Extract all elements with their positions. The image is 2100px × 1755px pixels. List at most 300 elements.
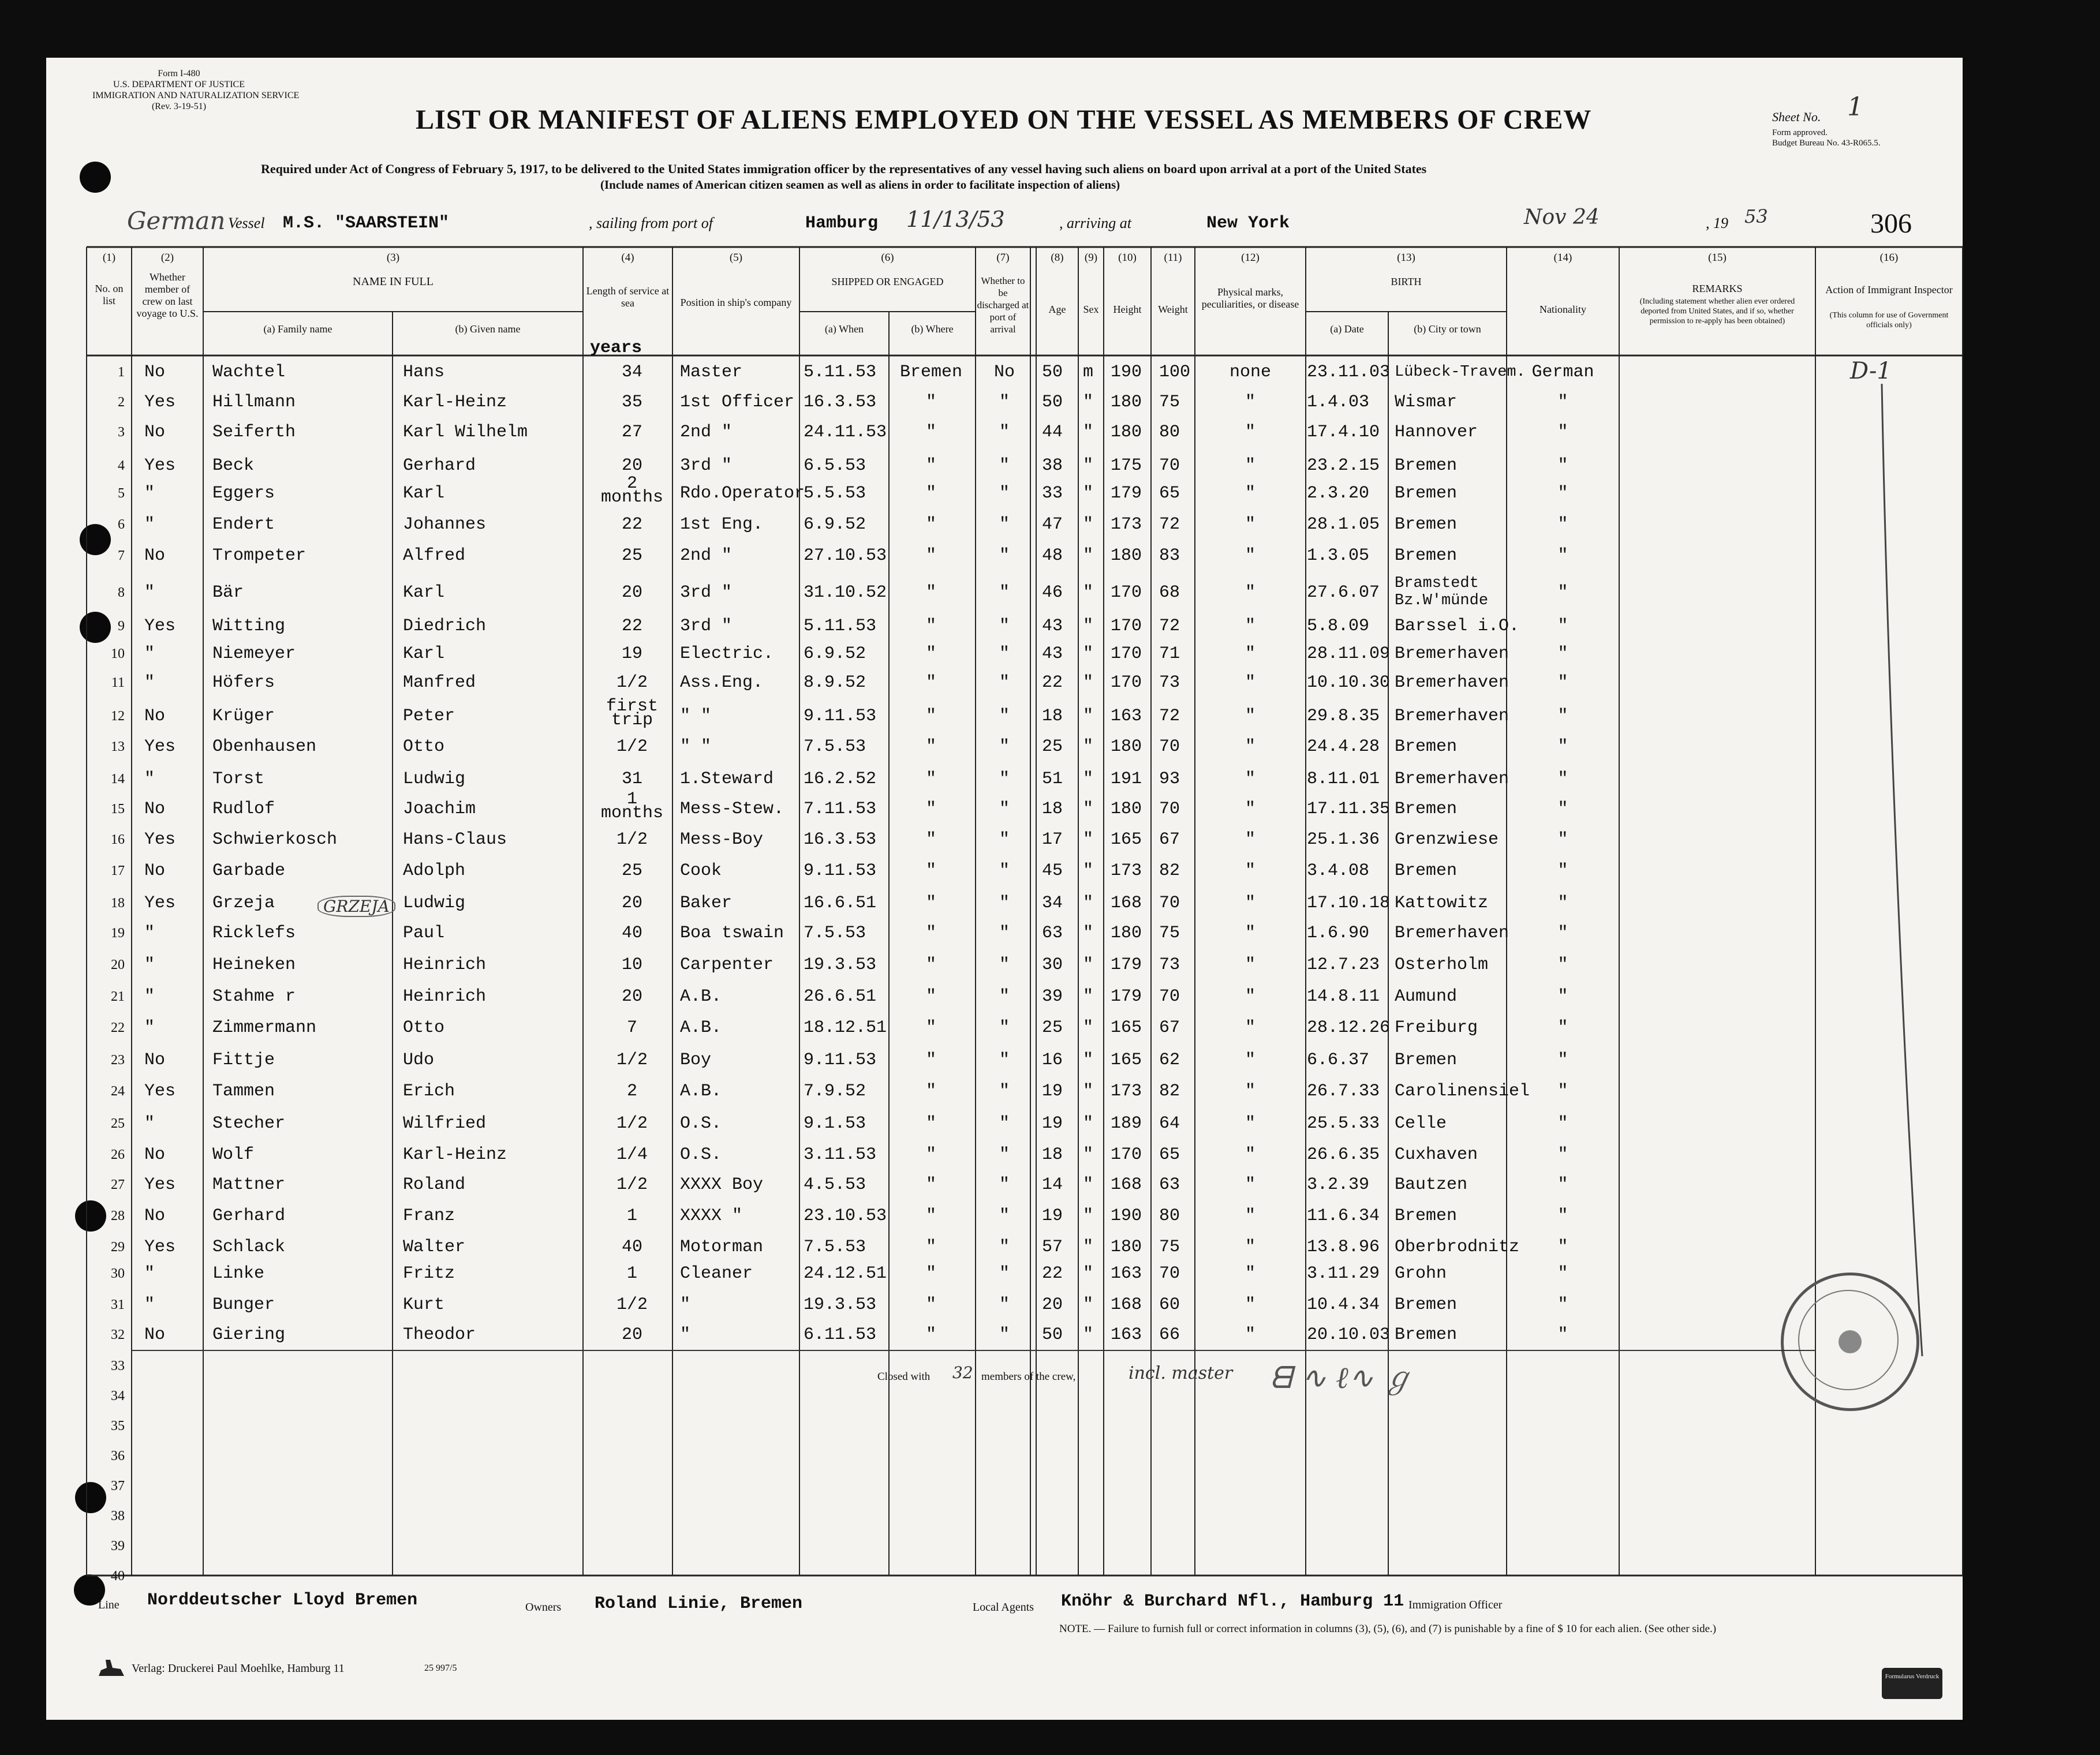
row-number: 28: [111, 1208, 125, 1223]
physical-marks: ": [1245, 955, 1255, 975]
discharged: ": [999, 392, 1010, 412]
age: 57: [1042, 1237, 1063, 1257]
col-7-header: Whether to be discharged at port of arrival: [977, 275, 1029, 335]
col-10-header: Height: [1113, 304, 1142, 315]
row-number: 27: [111, 1177, 125, 1192]
position: A.B.: [680, 1082, 722, 1101]
engaged-when: 5.11.53: [804, 616, 877, 636]
last-voyage: ": [144, 515, 155, 534]
physical-marks: ": [1245, 583, 1255, 603]
age: 63: [1042, 923, 1063, 943]
engaged-where: ": [925, 673, 936, 693]
col-16-number: (16): [1879, 252, 1899, 264]
physical-marks: ": [1245, 893, 1255, 913]
birth-city: Celle: [1395, 1114, 1447, 1133]
birth-date: 11.6.34: [1307, 1206, 1380, 1226]
row-number: 26: [111, 1147, 125, 1162]
departure-port: Hamburg: [805, 214, 879, 233]
closed-suffix: members of the crew,: [981, 1371, 1076, 1383]
approval-line-1: Form approved.: [1772, 128, 1828, 137]
last-voyage: No: [144, 362, 166, 382]
sex: ": [1083, 456, 1094, 476]
discharged: ": [999, 1295, 1010, 1315]
engaged-where: ": [925, 616, 936, 636]
sex: ": [1083, 1237, 1094, 1257]
family-name: Bunger: [212, 1295, 275, 1315]
nationality: ": [1557, 422, 1568, 442]
age: 44: [1042, 422, 1063, 442]
col-10-number: (10): [1118, 252, 1137, 264]
row-number: 36: [111, 1449, 125, 1464]
nationality: ": [1557, 1050, 1568, 1070]
col-1-header: No. on list: [95, 283, 124, 306]
service-length: 31: [621, 769, 642, 789]
given-name: Karl: [403, 583, 445, 603]
height: 189: [1111, 1114, 1142, 1133]
height: 170: [1111, 673, 1142, 693]
row-number: 5: [118, 486, 125, 501]
closed-count: 32: [952, 1363, 973, 1382]
birth-date: 28.1.05: [1307, 515, 1380, 534]
birth-city: Bautzen: [1395, 1175, 1468, 1195]
sex: ": [1083, 484, 1094, 503]
sailing-label: , sailing from port of: [589, 215, 713, 231]
age: 16: [1042, 1050, 1063, 1070]
age: 48: [1042, 546, 1063, 566]
height: 191: [1111, 769, 1142, 789]
discharged: ": [999, 769, 1010, 789]
engaged-where: ": [925, 644, 936, 664]
sex: ": [1083, 422, 1094, 442]
given-name: Ludwig: [403, 769, 466, 789]
age: 46: [1042, 583, 1063, 603]
family-name: Grzeja: [212, 893, 275, 913]
sex: ": [1083, 1295, 1094, 1315]
engaged-when: 6.11.53: [804, 1325, 877, 1345]
given-name: Roland: [403, 1175, 466, 1195]
last-voyage: No: [144, 861, 166, 881]
nationality: ": [1557, 1325, 1568, 1345]
discharged: ": [999, 673, 1010, 693]
birth-date: 2.3.20: [1307, 484, 1370, 503]
birth-date: 14.8.11: [1307, 987, 1380, 1006]
last-voyage: ": [144, 769, 155, 789]
physical-marks: ": [1245, 1175, 1255, 1195]
position: ": [680, 1325, 691, 1345]
family-name: Ricklefs: [212, 923, 296, 943]
family-name: Linke: [212, 1264, 265, 1283]
physical-marks: ": [1245, 422, 1255, 442]
row-number: 30: [111, 1266, 125, 1281]
family-name: Niemeyer: [212, 644, 296, 664]
discharged: ": [999, 861, 1010, 881]
col-9-header: Sex: [1083, 304, 1099, 315]
signature: ᗺ ∿ ℓ∿ ℊ: [1270, 1361, 1413, 1395]
age: 25: [1042, 737, 1063, 757]
given-name: Peter: [403, 706, 455, 726]
family-name: Trompeter: [212, 546, 307, 566]
discharged: ": [999, 799, 1010, 819]
nationality: ": [1557, 392, 1568, 412]
sex: ": [1083, 987, 1094, 1006]
col-7-number: (7): [996, 252, 1010, 264]
given-name: Karl: [403, 644, 445, 664]
col-13-header: BIRTH: [1391, 276, 1422, 287]
sex: ": [1083, 861, 1094, 881]
engaged-when: 16.3.53: [804, 830, 877, 850]
position: XXXX Boy: [680, 1175, 764, 1195]
height: 170: [1111, 1145, 1142, 1165]
height: 190: [1111, 362, 1142, 382]
family-name: Fittje: [212, 1050, 275, 1070]
weight: 60: [1159, 1295, 1180, 1315]
physical-marks: ": [1245, 484, 1255, 503]
physical-marks: ": [1245, 456, 1255, 476]
position: Ass.Eng.: [680, 673, 764, 693]
family-name: Stahme r: [212, 987, 296, 1006]
last-voyage: ": [144, 1264, 155, 1283]
given-name: Joachim: [403, 799, 476, 819]
birth-date: 6.6.37: [1307, 1050, 1370, 1070]
engaged-where: ": [925, 1145, 936, 1165]
given-name: Paul: [403, 923, 445, 943]
service-length: 20: [621, 987, 642, 1006]
family-name: Wolf: [212, 1145, 255, 1165]
last-voyage: ": [144, 923, 155, 943]
position: Motorman: [680, 1237, 764, 1257]
birth-city: Bremen: [1395, 1325, 1458, 1345]
birth-city: Barssel i.O.: [1395, 616, 1520, 636]
birth-city: Bremen: [1395, 546, 1458, 566]
sex: ": [1083, 1206, 1094, 1226]
given-name: Johannes: [403, 515, 487, 534]
service-length: 19: [621, 644, 642, 664]
last-voyage: No: [144, 1325, 166, 1345]
height: 170: [1111, 616, 1142, 636]
height: 180: [1111, 422, 1142, 442]
family-name: Hillmann: [212, 392, 296, 412]
row-number: 23: [111, 1053, 125, 1068]
physical-marks: ": [1245, 1114, 1255, 1133]
row-number: 13: [111, 739, 125, 754]
sex: ": [1083, 955, 1094, 975]
service-length: 1/2: [616, 830, 648, 850]
row-number: 31: [111, 1297, 125, 1312]
engaged-where: ": [925, 830, 936, 850]
age: 22: [1042, 1264, 1063, 1283]
given-name: Udo: [403, 1050, 435, 1070]
engaged-when: 7.11.53: [804, 799, 877, 819]
family-name: Eggers: [212, 484, 275, 503]
col-16-note: (This column for use of Government officials only): [1829, 311, 1949, 330]
row-number: 16: [111, 832, 125, 847]
vessel-name: M.S. "SAARSTEIN": [283, 214, 450, 233]
height: 180: [1111, 392, 1142, 412]
height: 163: [1111, 1325, 1142, 1345]
sex: ": [1083, 799, 1094, 819]
row-number: 17: [111, 863, 125, 878]
age: 14: [1042, 1175, 1063, 1195]
col-6-header: SHIPPED OR ENGAGED: [831, 276, 944, 287]
birth-city: Bremen: [1395, 1050, 1458, 1070]
sex: ": [1083, 515, 1094, 534]
engaged-where: ": [925, 1018, 936, 1038]
service-length: 25: [621, 861, 642, 881]
birth-city: Bremen: [1395, 861, 1458, 881]
birth-date: 5.8.09: [1307, 616, 1370, 636]
col-8-number: (8): [1051, 252, 1064, 264]
weight: 67: [1159, 1018, 1180, 1038]
age: 34: [1042, 893, 1063, 913]
weight: 70: [1159, 893, 1180, 913]
nationality: ": [1557, 546, 1568, 566]
row-number: 1: [118, 365, 125, 380]
discharged: ": [999, 893, 1010, 913]
engaged-where: ": [925, 1237, 936, 1257]
sex: ": [1083, 616, 1094, 636]
physical-marks: ": [1245, 737, 1255, 757]
birth-date: 27.6.07: [1307, 583, 1380, 603]
height: 165: [1111, 830, 1142, 850]
birth-date: 1.4.03: [1307, 392, 1370, 412]
row-number: 18: [111, 896, 125, 911]
position: ": [680, 1295, 691, 1315]
col-15-number: (15): [1708, 252, 1727, 264]
col-3-header: NAME IN FULL: [353, 275, 434, 288]
closed-prefix: Closed with: [877, 1371, 931, 1383]
birth-city: Aumund: [1395, 987, 1458, 1006]
engaged-where: ": [925, 484, 936, 503]
physical-marks: ": [1245, 1237, 1255, 1257]
service-length: 1/2: [616, 673, 648, 693]
engaged-where: ": [925, 987, 936, 1006]
position: O.S.: [680, 1145, 722, 1165]
print-number: 25 997/5: [424, 1663, 457, 1673]
engaged-where: ": [925, 1325, 936, 1345]
weight: 80: [1159, 1206, 1180, 1226]
birth-date: 25.5.33: [1307, 1114, 1380, 1133]
service-length: 1/2: [616, 737, 648, 757]
age: 50: [1042, 1325, 1063, 1345]
col-1-number: (1): [102, 252, 116, 264]
position: 3rd ": [680, 583, 733, 603]
engaged-where: ": [925, 923, 936, 943]
birth-date: 3.2.39: [1307, 1175, 1370, 1195]
given-name: Alfred: [403, 546, 466, 566]
last-voyage: No: [144, 1145, 166, 1165]
nationality: ": [1557, 484, 1568, 503]
physical-marks: ": [1245, 1082, 1255, 1101]
subtitle: Required under Act of Congress of February 5, 1917, to be delivered to the United States immigration officer by the representatives of any vessel having such aliens on board upon arrival at a port of the United States: [261, 162, 1427, 176]
engaged-where: ": [925, 1175, 936, 1195]
family-name: Zimmermann: [212, 1018, 317, 1038]
weight: 93: [1159, 769, 1180, 789]
col-11-number: (11): [1164, 252, 1182, 264]
discharged: ": [999, 1206, 1010, 1226]
revision: (Rev. 3-19-51): [151, 102, 207, 111]
engaged-where: ": [925, 737, 936, 757]
col-3a-header: (a) Family name: [263, 323, 332, 335]
col-14-number: (14): [1553, 252, 1572, 264]
age: 19: [1042, 1206, 1063, 1226]
engaged-where: ": [925, 515, 936, 534]
birth-city: Bremen: [1395, 1295, 1458, 1315]
col-15-header: REMARKS: [1692, 283, 1743, 294]
birth-date: 25.1.36: [1307, 830, 1380, 850]
engaged-where: ": [925, 1082, 936, 1101]
engaged-where: ": [925, 1264, 936, 1283]
col-4-header: Length of service at sea: [586, 285, 670, 309]
row-number: 6: [118, 517, 125, 532]
height: 180: [1111, 799, 1142, 819]
age: 22: [1042, 673, 1063, 693]
family-name: Seiferth: [212, 422, 296, 442]
last-voyage: Yes: [144, 1237, 176, 1257]
height: 179: [1111, 955, 1142, 975]
position: 2nd ": [680, 422, 733, 442]
engaged-where: ": [925, 1206, 936, 1226]
row-number: 40: [111, 1569, 125, 1584]
col-6a-header: (a) When: [824, 323, 864, 335]
family-name: Mattner: [212, 1175, 286, 1195]
discharged: ": [999, 830, 1010, 850]
height: 175: [1111, 456, 1142, 476]
weight: 75: [1159, 1237, 1180, 1257]
service-length: 1/2: [616, 1295, 648, 1315]
col-8-header: Age: [1048, 304, 1066, 315]
discharged: No: [993, 362, 1015, 382]
family-name: Witting: [212, 616, 286, 636]
engaged-when: 16.2.52: [804, 769, 877, 789]
weight: 73: [1159, 673, 1180, 693]
discharged: ": [999, 484, 1010, 503]
birth-city: Cuxhaven: [1395, 1145, 1478, 1165]
col-11-header: Weight: [1158, 304, 1188, 315]
given-name: Hans: [403, 362, 445, 382]
row-number: 12: [111, 709, 125, 724]
physical-marks: ": [1245, 706, 1255, 726]
position: O.S.: [680, 1114, 722, 1133]
engaged-when: 9.11.53: [804, 1050, 877, 1070]
row-number: 35: [111, 1419, 125, 1434]
family-name: Obenhausen: [212, 737, 317, 757]
row-number: 9: [118, 619, 125, 634]
position: Mess-Boy: [680, 830, 764, 850]
height: 180: [1111, 737, 1142, 757]
birth-city: Lübeck-Travem.: [1395, 364, 1526, 381]
physical-marks: ": [1245, 546, 1255, 566]
grzeja-correction: GRZEJA: [317, 896, 395, 917]
department: U.S. DEPARTMENT OF JUSTICE: [113, 80, 245, 89]
physical-marks: ": [1245, 830, 1255, 850]
service-length: 1/2: [616, 1050, 648, 1070]
weight: 65: [1159, 484, 1180, 503]
col-2-header: Whether member of crew on last voyage to U.S.: [136, 271, 199, 319]
birth-city: Hannover: [1395, 422, 1478, 442]
engaged-when: 8.9.52: [804, 673, 866, 693]
birth-city: Bremerhaven: [1395, 706, 1509, 726]
service-length: 22: [621, 616, 642, 636]
sex: ": [1083, 893, 1094, 913]
engaged-where: ": [925, 1295, 936, 1315]
weight: 71: [1159, 644, 1180, 664]
last-voyage: ": [144, 987, 155, 1006]
given-name: Franz: [403, 1206, 455, 1226]
birth-city: Bremen: [1395, 799, 1458, 819]
birth-city: Freiburg: [1395, 1018, 1478, 1038]
last-voyage: ": [144, 644, 155, 664]
last-voyage: ": [144, 1295, 155, 1315]
service-length: 2: [626, 1082, 637, 1101]
birth-city: Bremerhaven: [1395, 673, 1509, 693]
physical-marks: none: [1229, 362, 1271, 382]
service-length: 1/2: [616, 1175, 648, 1195]
physical-marks: ": [1245, 1325, 1255, 1345]
year: 53: [1744, 205, 1768, 227]
service-length: 20: [621, 583, 642, 603]
given-name: Otto: [403, 1018, 445, 1038]
height: 180: [1111, 546, 1142, 566]
row-number: 22: [111, 1020, 125, 1035]
given-name: Fritz: [403, 1264, 455, 1283]
engaged-where: ": [925, 583, 936, 603]
position: Carpenter: [680, 955, 774, 975]
discharged: ": [999, 1264, 1010, 1283]
nationality: ": [1557, 737, 1568, 757]
sex: ": [1083, 392, 1094, 412]
last-voyage: Yes: [144, 616, 176, 636]
position: Baker: [680, 893, 733, 913]
col-16-header: Action of Immigrant Inspector: [1825, 284, 1953, 295]
engaged-where: ": [925, 861, 936, 881]
physical-marks: ": [1245, 616, 1255, 636]
age: 18: [1042, 706, 1063, 726]
age: 18: [1042, 1145, 1063, 1165]
col-9-number: (9): [1084, 252, 1098, 264]
local-agents: Knöhr & Burchard Nfl., Hamburg 11: [1061, 1592, 1404, 1611]
engaged-where: Bremen: [899, 362, 963, 382]
row-number: 29: [111, 1240, 125, 1255]
family-name: Endert: [212, 515, 275, 534]
given-name: Kurt: [403, 1295, 445, 1315]
service-length: 1/2: [616, 1114, 648, 1133]
engaged-where: ": [925, 893, 936, 913]
sex: ": [1083, 830, 1094, 850]
age: 45: [1042, 861, 1063, 881]
family-name: Heineken: [212, 955, 296, 975]
weight: 62: [1159, 1050, 1180, 1070]
col-6-number: (6): [881, 252, 894, 264]
engaged-when: 5.5.53: [804, 484, 866, 503]
weight: 70: [1159, 1264, 1180, 1283]
discharged: ": [999, 1237, 1010, 1257]
birth-city: Osterholm: [1395, 955, 1489, 975]
physical-marks: ": [1245, 799, 1255, 819]
weight: 70: [1159, 456, 1180, 476]
physical-marks: ": [1245, 515, 1255, 534]
birth-date: 1.3.05: [1307, 546, 1370, 566]
col-5-header: Position in ship's company: [680, 297, 792, 308]
discharged: ": [999, 1175, 1010, 1195]
sex: ": [1083, 1082, 1094, 1101]
last-voyage: No: [144, 1050, 166, 1070]
sex: ": [1083, 1114, 1094, 1133]
birth-date: 3.11.29: [1307, 1264, 1380, 1283]
shipping-line: Norddeutscher Lloyd Bremen: [147, 1591, 418, 1610]
given-name: Karl Wilhelm: [403, 422, 528, 442]
nationality: ": [1557, 1206, 1568, 1226]
age: 18: [1042, 799, 1063, 819]
